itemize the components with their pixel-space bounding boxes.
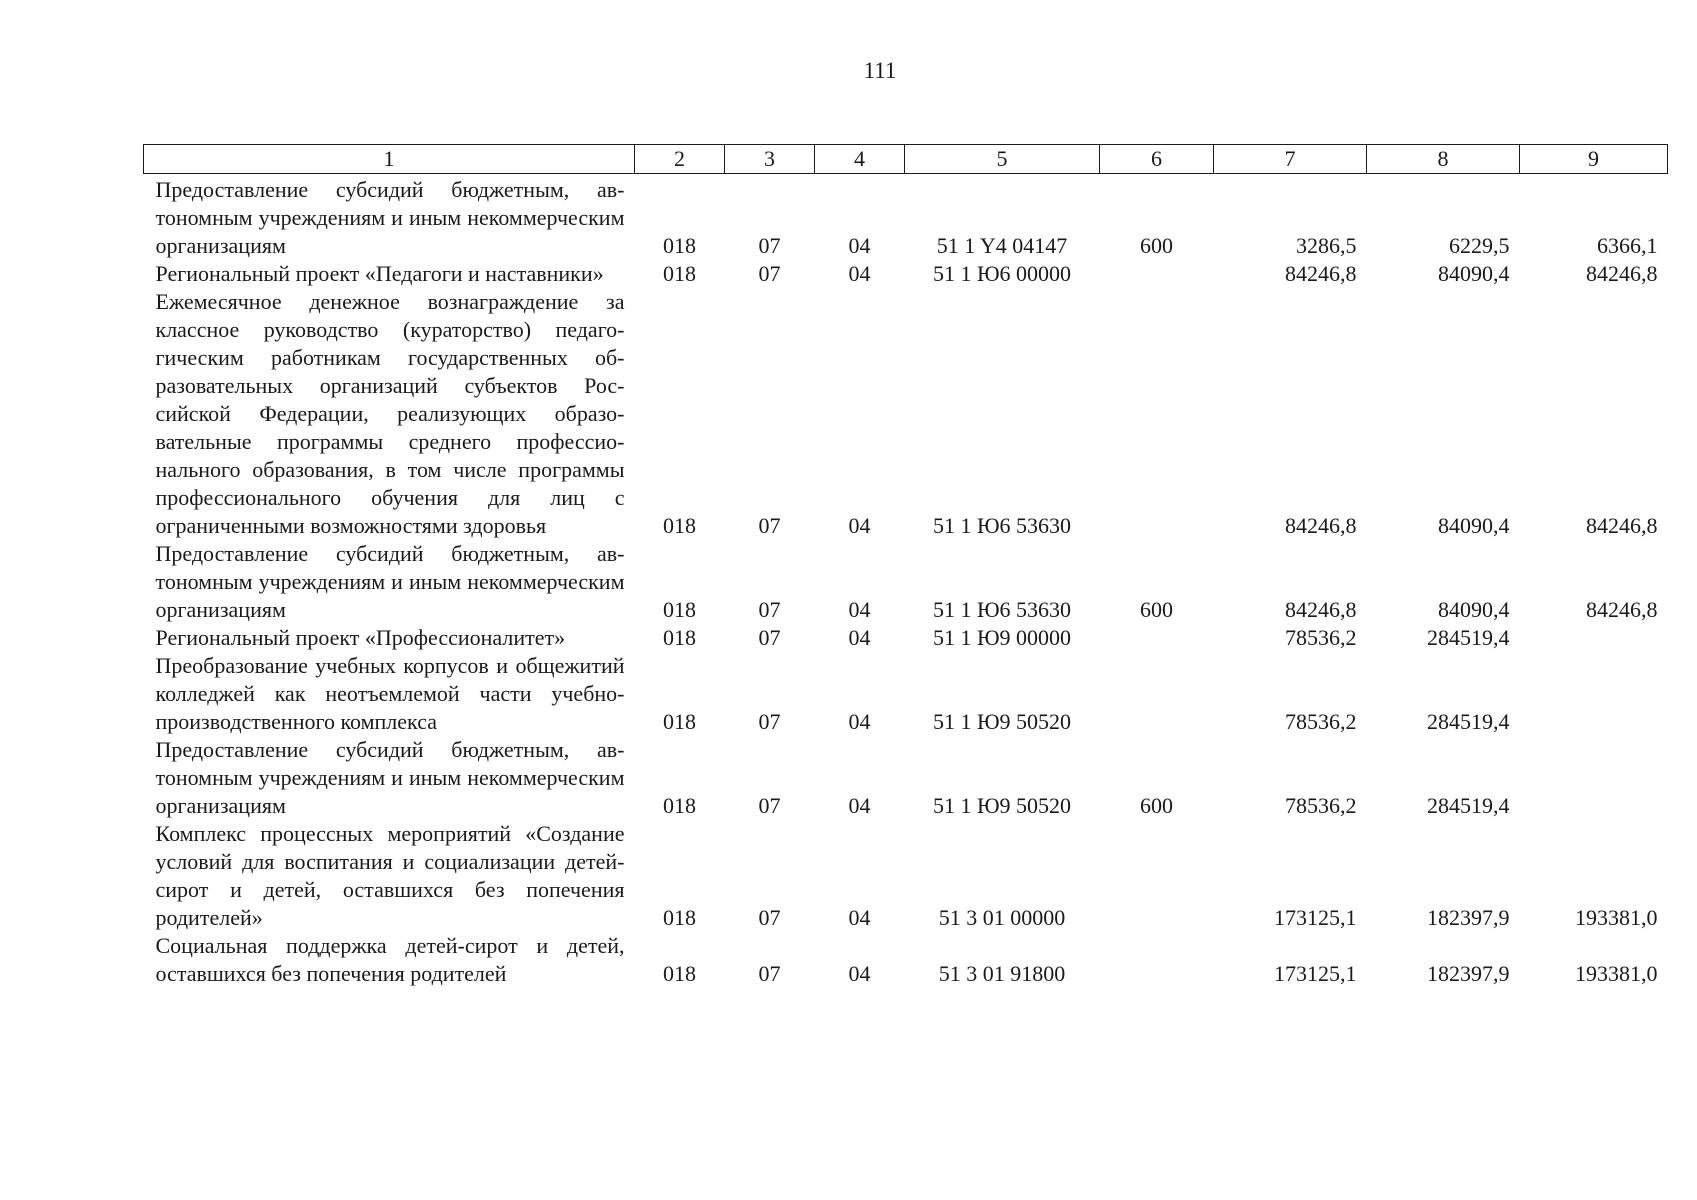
table-row <box>144 540 1668 624</box>
amount-year-2-cell: 284519,4 <box>1427 625 1510 650</box>
subsection-code-cell: 04 <box>848 513 871 538</box>
target-article-cell: 51 3 01 91800 <box>938 961 1066 986</box>
expense-type-cell <box>1100 288 1214 540</box>
table-row <box>144 260 1668 288</box>
subsection-code-cell: 04 <box>848 597 871 622</box>
subsection-code-cell: 04 <box>848 961 871 986</box>
header-row <box>144 145 1668 174</box>
ministry-code-cell: 018 <box>663 233 696 258</box>
expense-type-cell <box>1100 624 1214 652</box>
subsection-code-cell: 04 <box>848 233 871 258</box>
table-row <box>144 624 1668 652</box>
amount-year-2-cell: 284519,4 <box>1427 793 1510 818</box>
table-row <box>144 288 1668 540</box>
amount-year-1-cell: 84246,8 <box>1285 513 1357 538</box>
section-code-cell: 07 <box>758 709 781 734</box>
table-row <box>144 736 1668 820</box>
amount-year-1-cell: 173125,1 <box>1274 961 1357 986</box>
target-article-cell: 51 1 Ю6 53630 <box>932 597 1072 622</box>
ministry-code-cell: 018 <box>663 597 696 622</box>
section-code-cell: 07 <box>758 793 781 818</box>
table-body <box>144 174 1668 989</box>
subsection-code-cell: 04 <box>848 261 871 286</box>
table-row <box>144 652 1668 736</box>
subsection-code-cell: 04 <box>848 709 871 734</box>
row-name-cell: Предоставление субсидий бюджетным, автономным учреждениям и иным некоммерческим организациям <box>155 737 625 818</box>
amount-year-2-cell: 284519,4 <box>1427 709 1510 734</box>
column-header-4: 4 <box>815 145 905 174</box>
row-name-cell: Преобразование учебных корпусов и общежитий колледжей как неотъемлемой части учебно-производственного комплекса <box>155 653 625 734</box>
target-article-cell: 51 3 01 00000 <box>938 905 1066 930</box>
section-code-cell: 07 <box>758 513 781 538</box>
row-name-cell: Предоставление субсидий бюджетным, автономным учреждениям и иным некоммерческим организациям <box>155 177 625 258</box>
row-name-cell: Ежемесячное денежное вознаграждение за классное руководство (кураторство) педагогическим работникам государственных образовательных организаций субъектов Российской Федерации, реализующих образовательные программы среднего профессионального образования, в том числе программы профессионального обучения для лиц с ограниченными возможностями здоровья <box>155 289 625 538</box>
ministry-code-cell: 018 <box>663 905 696 930</box>
amount-year-3-cell <box>1520 624 1668 652</box>
section-code-cell: 07 <box>758 261 781 286</box>
column-header-8: 8 <box>1367 145 1520 174</box>
column-header-9: 9 <box>1520 145 1668 174</box>
ministry-code-cell: 018 <box>663 793 696 818</box>
amount-year-3-cell: 84246,8 <box>1586 597 1658 622</box>
column-header-3: 3 <box>725 145 815 174</box>
table-header <box>144 145 1668 174</box>
expense-type-cell <box>1100 260 1214 288</box>
amount-year-2-cell: 84090,4 <box>1438 513 1510 538</box>
amount-year-2-cell: 84090,4 <box>1438 597 1510 622</box>
table-row <box>144 174 1668 261</box>
column-header-6: 6 <box>1100 145 1214 174</box>
expense-type-cell <box>1100 820 1214 932</box>
amount-year-3-cell: 193381,0 <box>1575 905 1658 930</box>
target-article-cell: 51 1 Y4 04147 <box>936 233 1068 258</box>
amount-year-1-cell: 84246,8 <box>1285 261 1357 286</box>
expense-type-cell <box>1100 652 1214 736</box>
amount-year-3-cell: 193381,0 <box>1575 961 1658 986</box>
expense-type-cell <box>1100 932 1214 988</box>
table-row <box>144 820 1668 932</box>
column-header-7: 7 <box>1214 145 1367 174</box>
amount-year-2-cell: 182397,9 <box>1427 961 1510 986</box>
amount-year-1-cell: 84246,8 <box>1285 597 1357 622</box>
expense-type-cell: 600 <box>1140 233 1173 258</box>
subsection-code-cell: 04 <box>848 905 871 930</box>
column-header-2: 2 <box>635 145 725 174</box>
ministry-code-cell: 018 <box>663 513 696 538</box>
column-header-5: 5 <box>905 145 1100 174</box>
row-name-cell: Комплекс процессных мероприятий «Создание условий для воспитания и социализации детей-сирот и детей, оставшихся без попечения родителей» <box>155 821 625 930</box>
amount-year-3-cell <box>1520 652 1668 736</box>
row-name-cell: Региональный проект «Педагоги и наставники» <box>155 261 604 286</box>
ministry-code-cell: 018 <box>663 261 696 286</box>
ministry-code-cell: 018 <box>663 709 696 734</box>
subsection-code-cell: 04 <box>848 793 871 818</box>
ministry-code-cell: 018 <box>663 625 696 650</box>
amount-year-2-cell: 182397,9 <box>1427 905 1510 930</box>
amount-year-1-cell: 3286,5 <box>1296 233 1357 258</box>
subsection-code-cell: 04 <box>848 625 871 650</box>
section-code-cell: 07 <box>758 625 781 650</box>
amount-year-3-cell: 84246,8 <box>1586 261 1658 286</box>
amount-year-1-cell: 78536,2 <box>1285 793 1357 818</box>
target-article-cell: 51 1 Ю6 53630 <box>932 513 1072 538</box>
amount-year-3-cell: 84246,8 <box>1586 513 1658 538</box>
amount-year-2-cell: 84090,4 <box>1438 261 1510 286</box>
row-name-cell: Социальная поддержка детей-сирот и детей, оставшихся без попечения родителей <box>155 933 625 986</box>
section-code-cell: 07 <box>758 233 781 258</box>
section-code-cell: 07 <box>758 597 781 622</box>
expense-type-cell: 600 <box>1140 597 1173 622</box>
expense-type-cell: 600 <box>1140 793 1173 818</box>
section-code-cell: 07 <box>758 961 781 986</box>
column-header-1: 1 <box>144 145 635 174</box>
section-code-cell: 07 <box>758 905 781 930</box>
ministry-code-cell: 018 <box>663 961 696 986</box>
table-row <box>144 932 1668 988</box>
target-article-cell: 51 1 Ю6 00000 <box>932 261 1072 286</box>
row-name-cell: Предоставление субсидий бюджетным, автономным учреждениям и иным некоммерческим организациям <box>155 541 625 622</box>
amount-year-3-cell <box>1520 736 1668 820</box>
amount-year-1-cell: 78536,2 <box>1285 625 1357 650</box>
target-article-cell: 51 1 Ю9 50520 <box>932 709 1072 734</box>
target-article-cell: 51 1 Ю9 50520 <box>932 793 1072 818</box>
budget-table <box>143 144 1668 988</box>
row-name-cell: Региональный проект «Профессионалитет» <box>155 625 566 650</box>
target-article-cell: 51 1 Ю9 00000 <box>932 625 1072 650</box>
page-number: 111 <box>863 58 897 83</box>
amount-year-1-cell: 78536,2 <box>1285 709 1357 734</box>
amount-year-2-cell: 6229,5 <box>1449 233 1510 258</box>
amount-year-1-cell: 173125,1 <box>1274 905 1357 930</box>
amount-year-3-cell: 6366,1 <box>1597 233 1658 258</box>
